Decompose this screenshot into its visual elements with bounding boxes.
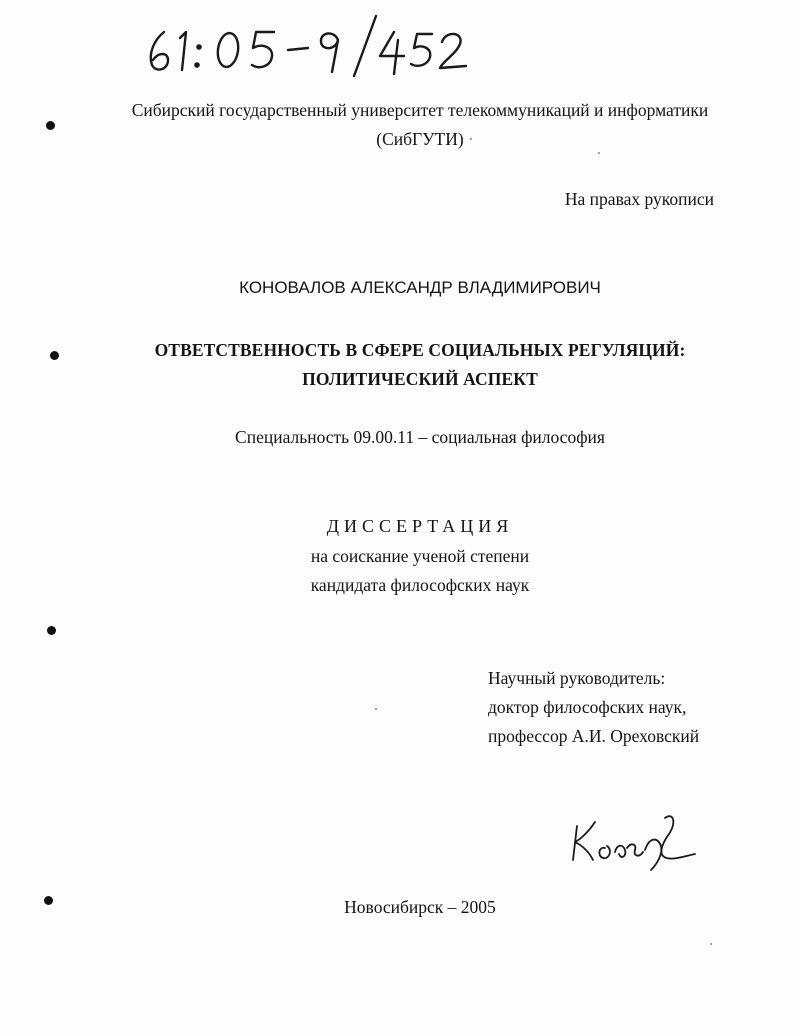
- degree-line-1: на соискание ученой степени: [310, 546, 530, 566]
- manuscript-rights-note: На правах рукописи: [564, 189, 714, 209]
- supervisor-name: профессор А.И. Ореховский: [488, 726, 700, 746]
- punch-hole-3: [47, 626, 56, 635]
- title-line-1: ОТВЕТСТВЕННОСТЬ В СФЕРЕ СОЦИАЛЬНЫХ РЕГУЛЯЦИЙ:: [154, 340, 686, 360]
- document-type: ДИССЕРТАЦИЯ: [326, 516, 514, 536]
- scan-speck: [470, 138, 472, 140]
- degree-line-2: кандидата философских наук: [310, 575, 530, 595]
- supervisor-degree: доктор философских наук,: [488, 697, 687, 717]
- handwritten-signature: [565, 808, 700, 878]
- university-abbreviation: (СибГУТИ): [376, 129, 464, 149]
- supervisor-label: Научный руководитель:: [488, 668, 666, 688]
- scan-speck: [375, 708, 377, 710]
- supervisor-block: [488, 664, 699, 751]
- scan-speck: [710, 943, 712, 945]
- punch-hole-4: [44, 896, 53, 905]
- university-name: Сибирский государственный университет телекоммуникаций и информатики: [131, 100, 709, 120]
- handwritten-archive-number: [142, 10, 472, 80]
- punch-hole-2: [50, 351, 59, 360]
- dissertation-title: [0, 336, 799, 394]
- title-line-2: ПОЛИТИЧЕСКИЙ АСПЕКТ: [302, 369, 538, 389]
- author-name: КОНОВАЛОВ АЛЕКСАНДР ВЛАДИМИРОВИЧ: [239, 278, 601, 297]
- scan-speck: [598, 152, 600, 154]
- specialty: Специальность 09.00.11 – социальная философия: [235, 427, 605, 447]
- city-and-year: Новосибирск – 2005: [344, 897, 496, 917]
- punch-hole-1: [46, 121, 55, 130]
